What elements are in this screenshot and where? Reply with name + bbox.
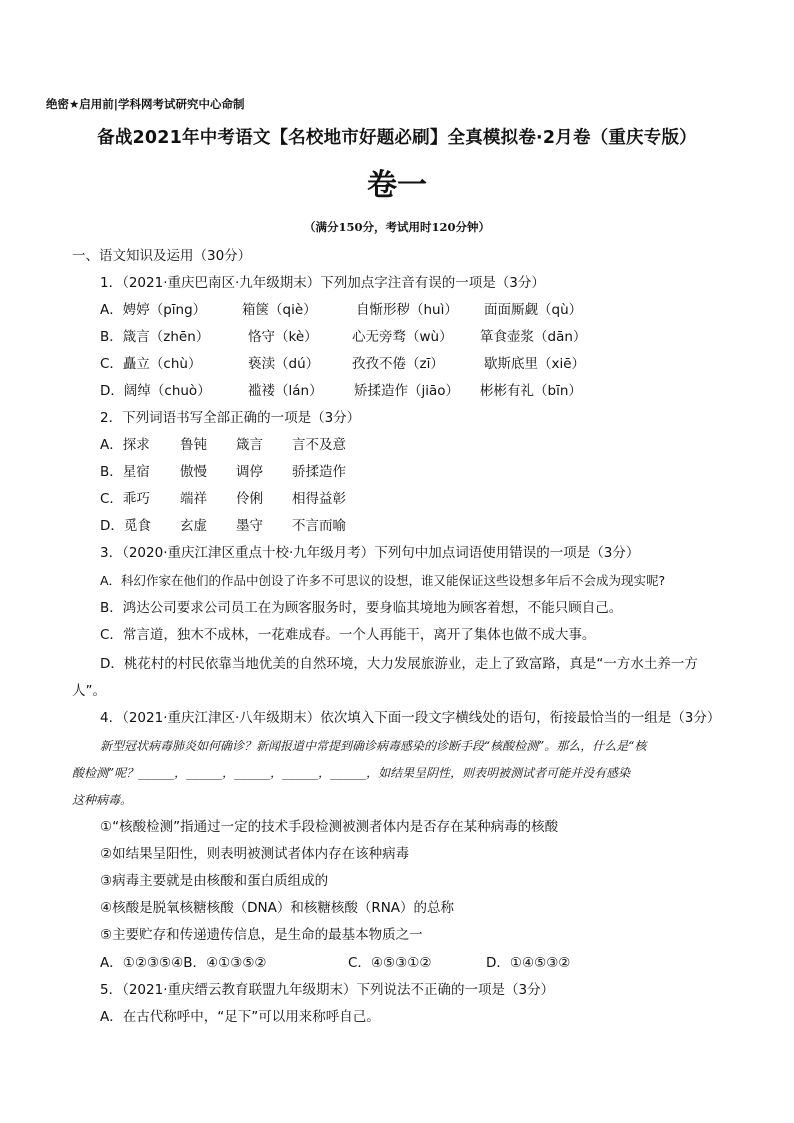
q2-cell: 端祥 [180, 491, 207, 507]
question-5-stem: 5．（2021·重庆缙云教育联盟九年级期末）下列说法不正确的一项是（3分） [100, 982, 555, 998]
q4-option: D．①④⑤③② [486, 955, 571, 971]
q4-passage-line: 酸检测”呢？______，______，______，______，______，如结果呈阴性，则表明被测试者可能并没有感染 [72, 766, 631, 780]
question-1-stem: 1．（2021·重庆巴南区·九年级期末）下列加点字注音有误的一项是（3分） [100, 275, 545, 291]
q3-option-c: C．常言道，独木不成林，一花难成春。一个人再能干，离开了集体也做不成大事。 [100, 627, 596, 643]
q1-cell: 矫揉造作（jiāo） [354, 383, 460, 399]
q1-cell: D．阔绰（chuò） [100, 383, 211, 399]
q1-cell: 心无旁骛（wù） [352, 329, 453, 345]
section-heading: 一、语文知识及运用（30分） [72, 248, 252, 264]
q4-option: A．①②③⑤④B．④①③⑤② [100, 955, 267, 971]
q2-cell: 言不及意 [292, 437, 346, 453]
q2-cell: 伶俐 [236, 491, 263, 507]
q2-cell: 箴言 [236, 437, 263, 453]
q3-option-a: A．科幻作家在他们的作品中创设了许多不可思议的设想，谁又能保证这些设想多年后不会成为现实呢? [100, 573, 666, 588]
q4-passage-line: 这种病毒。 [72, 793, 133, 807]
paper-volume-title: 卷一 [367, 168, 427, 203]
question-4-stem: 4．（2021·重庆江津区·八年级期末）依次填入下面一段文字横线处的语句，衔接最恰当的一组是（3分） [100, 710, 721, 726]
q2-cell: 鲁钝 [180, 437, 207, 453]
q1-cell: 面面厮觑（qù） [484, 302, 583, 318]
q4-sentence-item: ⑤主要贮存和传递遗传信息，是生命的最基本物质之一 [100, 927, 423, 943]
q2-cell: 骄揉造作 [292, 464, 346, 480]
q1-cell: 孜孜不倦（zī） [352, 356, 444, 372]
q4-sentence-item: ①“核酸检测”指通过一定的技术手段检测被测者体内是否存在某种病毒的核酸 [100, 819, 559, 835]
q2-cell: 调停 [236, 464, 263, 480]
q1-cell: 彬彬有礼（bīn） [480, 383, 582, 399]
q1-cell: B．箴言（zhēn） [100, 329, 210, 345]
q4-option: C．④⑤③①② [348, 955, 432, 971]
q1-cell: 自惭形秽（huì） [356, 302, 458, 318]
q1-cell: 箪食壶浆（dān） [480, 329, 587, 345]
score-time-note: （满分150分，考试用时120分钟） [303, 220, 490, 234]
q1-cell: 歇斯底里（xiē） [484, 356, 586, 372]
q1-cell: A．娉婷（pīng） [100, 302, 207, 318]
q2-cell: 墨守 [236, 518, 263, 534]
q2-cell: 玄虚 [180, 518, 207, 534]
q1-cell: 恪守（kè） [248, 329, 318, 345]
q1-cell: 亵渎（dú） [248, 356, 320, 372]
q2-cell: 傲慢 [180, 464, 207, 480]
q3-option-d-cont: 人”。 [72, 683, 106, 699]
q1-cell: 褴褛（lán） [248, 383, 323, 399]
exam-title: 备战2021年中考语文【名校地市好题必刷】全真模拟卷·2月卷（重庆专版） [97, 128, 697, 148]
q4-sentence-item: ②如结果呈阳性，则表明被测试者体内存在该种病毒 [100, 846, 410, 862]
confidential-label: 绝密★启用前|学科网考试研究中心命制 [46, 97, 245, 111]
q2-cell: 不言而喻 [292, 518, 346, 534]
q1-cell: C．矗立（chù） [100, 356, 202, 372]
question-3-stem: 3．（2020·重庆江津区重点十校·九年级月考）下列句中加点词语使用错误的一项是（3分） [100, 545, 640, 561]
q4-sentence-item: ④核酸是脱氧核糖核酸（DNA）和核糖核酸（RNA）的总称 [100, 900, 455, 916]
q3-option-d: D．桃花村的村民依靠当地优美的自然环境，大力发展旅游业，走上了致富路，真是“一方水土养一方 [100, 656, 698, 672]
q5-option-a: A．在古代称呼中，“足下”可以用来称呼自己。 [100, 1009, 380, 1025]
question-2-stem: 2．下列词语书写全部正确的一项是（3分） [100, 410, 361, 426]
q2-cell: D．觅食 [100, 518, 151, 534]
q2-cell: B．星宿 [100, 464, 150, 480]
q2-cell: C．乖巧 [100, 491, 150, 507]
q2-cell: A．探求 [100, 437, 150, 453]
q3-option-b: B．鸿达公司要求公司员工在为顾客服务时，要身临其境地为顾客着想，不能只顾自己。 [100, 600, 623, 616]
q4-passage-line: 新型冠状病毒肺炎如何确诊？新闻报道中常提到确诊病毒感染的诊断手段“核酸检测”。那么，什么是“核 [100, 739, 647, 753]
q1-cell: 箱箧（qiè） [242, 302, 317, 318]
q2-cell: 相得益彰 [292, 491, 346, 507]
q4-sentence-item: ③病毒主要就是由核酸和蛋白质组成的 [100, 873, 329, 889]
